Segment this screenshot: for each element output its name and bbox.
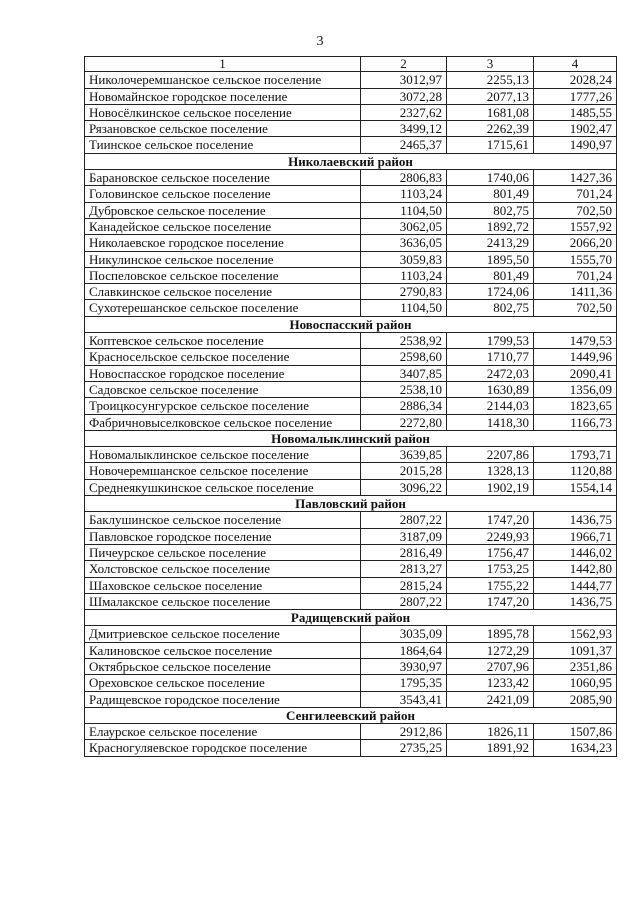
table-row: [85, 593, 617, 609]
value-col-4: 1485,55: [534, 104, 617, 120]
table-row: [85, 267, 617, 283]
settlement-name: Рязановское сельское поселение: [85, 121, 361, 137]
table-row: [85, 463, 617, 479]
table-row: [85, 333, 617, 349]
table-row: [85, 88, 617, 104]
value-col-4: 1446,02: [534, 544, 617, 560]
settlement-name: Красногуляевское городское поселение: [85, 740, 361, 756]
value-col-2: 3187,09: [361, 528, 447, 544]
table-row: [85, 121, 617, 137]
table-row: [85, 544, 617, 560]
district-header-row: [85, 707, 617, 723]
district-name: Новомалыклинский район: [85, 430, 617, 446]
value-col-4: 1902,47: [534, 121, 617, 137]
value-col-3: 1747,20: [447, 593, 534, 609]
table-row: [85, 447, 617, 463]
value-col-3: 2144,03: [447, 398, 534, 414]
value-col-2: 3499,12: [361, 121, 447, 137]
settlement-name: Новосёлкинское сельское поселение: [85, 104, 361, 120]
settlement-name: Октябрьское сельское поселение: [85, 658, 361, 674]
value-col-3: 2207,86: [447, 447, 534, 463]
value-col-3: 1895,78: [447, 626, 534, 642]
settlement-name: Ореховское сельское поселение: [85, 675, 361, 691]
value-col-2: 2327,62: [361, 104, 447, 120]
district-header-row: [85, 316, 617, 332]
value-col-3: 1328,13: [447, 463, 534, 479]
table-row: [85, 675, 617, 691]
tariff-table: [84, 56, 617, 757]
value-col-2: 2816,49: [361, 544, 447, 560]
value-col-4: 1449,96: [534, 349, 617, 365]
district-header-row: [85, 153, 617, 169]
value-col-4: 1091,37: [534, 642, 617, 658]
settlement-name: Фабричновыселковское сельское поселение: [85, 414, 361, 430]
value-col-3: 1892,72: [447, 218, 534, 234]
table-row: [85, 740, 617, 756]
value-col-3: 1272,29: [447, 642, 534, 658]
value-col-2: 1104,50: [361, 300, 447, 316]
settlement-name: Канадейское сельское поселение: [85, 218, 361, 234]
settlement-name: Елаурское сельское поселение: [85, 724, 361, 740]
value-col-3: 1740,06: [447, 170, 534, 186]
value-col-4: 1823,65: [534, 398, 617, 414]
value-col-2: 3639,85: [361, 447, 447, 463]
value-col-2: 2790,83: [361, 284, 447, 300]
settlement-name: Николочеремшанское сельское поселение: [85, 72, 361, 88]
settlement-name: Барановское сельское поселение: [85, 170, 361, 186]
value-col-3: 801,49: [447, 267, 534, 283]
table-row: [85, 381, 617, 397]
value-col-3: 2262,39: [447, 121, 534, 137]
table-row: [85, 398, 617, 414]
value-col-2: 3012,97: [361, 72, 447, 88]
table-row: [85, 626, 617, 642]
value-col-3: 801,49: [447, 186, 534, 202]
value-col-4: 1793,71: [534, 447, 617, 463]
value-col-3: 1715,61: [447, 137, 534, 153]
value-col-4: 1557,92: [534, 218, 617, 234]
district-name: Павловский район: [85, 496, 617, 512]
settlement-name: Новочеремшанское сельское поселение: [85, 463, 361, 479]
value-col-2: 3072,28: [361, 88, 447, 104]
settlement-name: Головинское сельское поселение: [85, 186, 361, 202]
settlement-name: Шмалакское сельское поселение: [85, 593, 361, 609]
value-col-3: 1756,47: [447, 544, 534, 560]
value-col-3: 1753,25: [447, 561, 534, 577]
value-col-2: 2813,27: [361, 561, 447, 577]
value-col-2: 2886,34: [361, 398, 447, 414]
value-col-3: 2077,13: [447, 88, 534, 104]
settlement-name: Коптевское сельское поселение: [85, 333, 361, 349]
table-row: [85, 724, 617, 740]
value-col-2: 2806,83: [361, 170, 447, 186]
value-col-2: 2272,80: [361, 414, 447, 430]
value-col-4: 1356,09: [534, 381, 617, 397]
settlement-name: Радищевское городское поселение: [85, 691, 361, 707]
value-col-4: 1444,77: [534, 577, 617, 593]
value-col-2: 3543,41: [361, 691, 447, 707]
value-col-3: 2413,29: [447, 235, 534, 251]
value-col-3: 1681,08: [447, 104, 534, 120]
settlement-name: Тиинское сельское поселение: [85, 137, 361, 153]
table-body: [85, 57, 617, 757]
value-col-2: 3930,97: [361, 658, 447, 674]
value-col-4: 1555,70: [534, 251, 617, 267]
table-row: [85, 218, 617, 234]
value-col-2: 2815,24: [361, 577, 447, 593]
value-col-4: 1060,95: [534, 675, 617, 691]
value-col-3: 1724,06: [447, 284, 534, 300]
value-col-3: 1902,19: [447, 479, 534, 495]
settlement-name: Красносельское сельское поселение: [85, 349, 361, 365]
settlement-name: Среднеякушкинское сельское поселение: [85, 479, 361, 495]
table-row: [85, 202, 617, 218]
settlement-name: Шаховское сельское поселение: [85, 577, 361, 593]
value-col-2: 3035,09: [361, 626, 447, 642]
table-row: [85, 349, 617, 365]
settlement-name: Пичеурское сельское поселение: [85, 544, 361, 560]
value-col-4: 702,50: [534, 300, 617, 316]
value-col-3: 1710,77: [447, 349, 534, 365]
value-col-3: 2249,93: [447, 528, 534, 544]
settlement-name: Павловское городское поселение: [85, 528, 361, 544]
value-col-4: 1436,75: [534, 512, 617, 528]
table-row: [85, 414, 617, 430]
value-col-3: 1630,89: [447, 381, 534, 397]
value-col-3: 1891,92: [447, 740, 534, 756]
settlement-name: Сухотерешанское сельское поселение: [85, 300, 361, 316]
value-col-2: 3636,05: [361, 235, 447, 251]
value-col-4: 1966,71: [534, 528, 617, 544]
district-header-row: [85, 496, 617, 512]
value-col-2: 2912,86: [361, 724, 447, 740]
value-col-4: 1507,86: [534, 724, 617, 740]
table-row: [85, 561, 617, 577]
value-col-4: 702,50: [534, 202, 617, 218]
column-header-3: 3: [447, 57, 534, 72]
value-col-4: 1166,73: [534, 414, 617, 430]
column-header-4: 4: [534, 57, 617, 72]
district-name: Радищевский район: [85, 610, 617, 626]
value-col-4: 1554,14: [534, 479, 617, 495]
value-col-4: 701,24: [534, 267, 617, 283]
value-col-2: 2735,25: [361, 740, 447, 756]
value-col-2: 2015,28: [361, 463, 447, 479]
value-col-2: 2538,10: [361, 381, 447, 397]
value-col-4: 701,24: [534, 186, 617, 202]
value-col-4: 1777,26: [534, 88, 617, 104]
district-header-row: [85, 610, 617, 626]
value-col-3: 1895,50: [447, 251, 534, 267]
table-row: [85, 658, 617, 674]
value-col-3: 802,75: [447, 202, 534, 218]
settlement-name: Холстовское сельское поселение: [85, 561, 361, 577]
settlement-name: Садовское сельское поселение: [85, 381, 361, 397]
value-col-3: 802,75: [447, 300, 534, 316]
value-col-4: 1490,97: [534, 137, 617, 153]
settlement-name: Троицкосунгурское сельское поселение: [85, 398, 361, 414]
column-header-2: 2: [361, 57, 447, 72]
value-col-4: 1427,36: [534, 170, 617, 186]
value-col-3: 1747,20: [447, 512, 534, 528]
table-row: [85, 577, 617, 593]
district-name: Сенгилеевский район: [85, 707, 617, 723]
district-header-row: [85, 430, 617, 446]
value-col-2: 3096,22: [361, 479, 447, 495]
value-col-3: 1799,53: [447, 333, 534, 349]
settlement-name: Поспеловское сельское поселение: [85, 267, 361, 283]
value-col-4: 2351,86: [534, 658, 617, 674]
value-col-3: 2255,13: [447, 72, 534, 88]
value-col-4: 1411,36: [534, 284, 617, 300]
table-row: [85, 365, 617, 381]
value-col-4: 2085,90: [534, 691, 617, 707]
value-col-2: 1103,24: [361, 267, 447, 283]
value-col-3: 1233,42: [447, 675, 534, 691]
value-col-3: 2707,96: [447, 658, 534, 674]
value-col-2: 1864,64: [361, 642, 447, 658]
value-col-3: 2472,03: [447, 365, 534, 381]
value-col-2: 2598,60: [361, 349, 447, 365]
settlement-name: Новоспасское городское поселение: [85, 365, 361, 381]
value-col-4: 2090,41: [534, 365, 617, 381]
value-col-2: 1104,50: [361, 202, 447, 218]
header-row: [85, 57, 617, 72]
value-col-4: 1479,53: [534, 333, 617, 349]
column-header-1: 1: [85, 57, 361, 72]
table-row: [85, 300, 617, 316]
table-row: [85, 479, 617, 495]
table-row: [85, 186, 617, 202]
settlement-name: Калиновское сельское поселение: [85, 642, 361, 658]
value-col-3: 1826,11: [447, 724, 534, 740]
settlement-name: Дмитриевское сельское поселение: [85, 626, 361, 642]
table-row: [85, 235, 617, 251]
settlement-name: Дубровское сельское поселение: [85, 202, 361, 218]
settlement-name: Новомалыклинское сельское поселение: [85, 447, 361, 463]
value-col-2: 3407,85: [361, 365, 447, 381]
table-row: [85, 251, 617, 267]
table-row: [85, 137, 617, 153]
table-row: [85, 104, 617, 120]
table-row: [85, 642, 617, 658]
value-col-2: 1795,35: [361, 675, 447, 691]
district-name: Новоспасский район: [85, 316, 617, 332]
table-row: [85, 72, 617, 88]
settlement-name: Никулинское сельское поселение: [85, 251, 361, 267]
value-col-4: 1634,23: [534, 740, 617, 756]
settlement-name: Баклушинское сельское поселение: [85, 512, 361, 528]
value-col-4: 1442,80: [534, 561, 617, 577]
value-col-2: 2807,22: [361, 593, 447, 609]
district-name: Николаевский район: [85, 153, 617, 169]
value-col-3: 1418,30: [447, 414, 534, 430]
value-col-2: 3062,05: [361, 218, 447, 234]
value-col-2: 3059,83: [361, 251, 447, 267]
value-col-3: 2421,09: [447, 691, 534, 707]
value-col-4: 1120,88: [534, 463, 617, 479]
value-col-2: 2538,92: [361, 333, 447, 349]
table-row: [85, 170, 617, 186]
value-col-4: 2028,24: [534, 72, 617, 88]
value-col-4: 1562,93: [534, 626, 617, 642]
value-col-2: 2465,37: [361, 137, 447, 153]
settlement-name: Николаевское городское поселение: [85, 235, 361, 251]
value-col-2: 1103,24: [361, 186, 447, 202]
table-row: [85, 284, 617, 300]
value-col-3: 1755,22: [447, 577, 534, 593]
table-row: [85, 512, 617, 528]
value-col-4: 1436,75: [534, 593, 617, 609]
settlement-name: Новомайнское городское поселение: [85, 88, 361, 104]
page-number: 3: [316, 34, 324, 49]
value-col-4: 2066,20: [534, 235, 617, 251]
settlement-name: Славкинское сельское поселение: [85, 284, 361, 300]
table-row: [85, 528, 617, 544]
table-row: [85, 691, 617, 707]
value-col-2: 2807,22: [361, 512, 447, 528]
